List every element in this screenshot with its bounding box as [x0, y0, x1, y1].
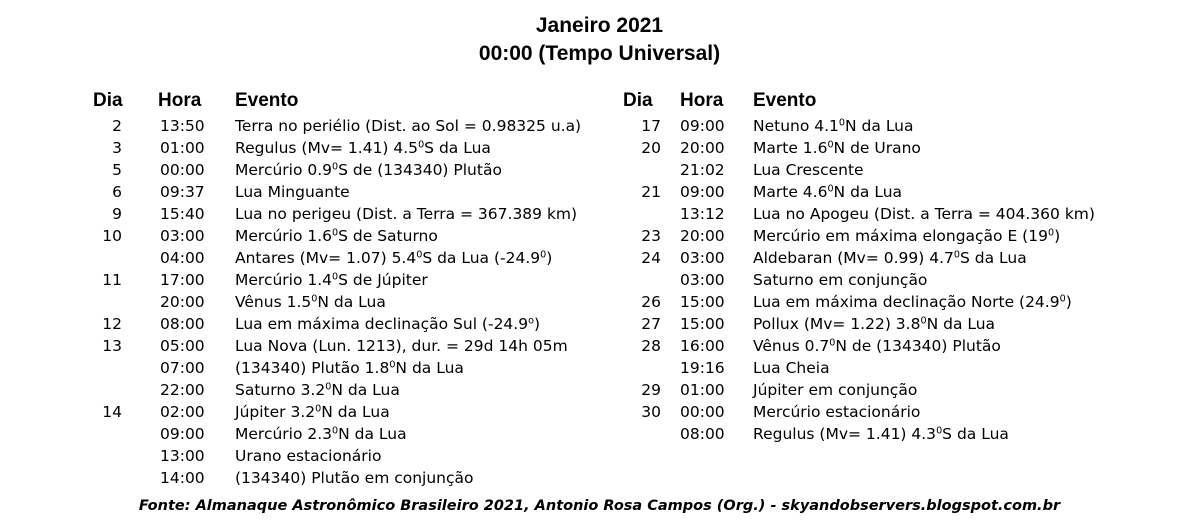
cell-evento: Lua no perigeu (Dist. a Terra = 367.389 km)	[235, 205, 578, 223]
source-footer: Fonte: Almanaque Astronômico Brasileiro 2021, Antonio Rosa Campos (Org.) - skyandobservers.blogspot.com.br	[138, 498, 1061, 514]
cell-hora: 02:00	[160, 403, 205, 421]
table-row	[610, 247, 1199, 269]
cell-evento: Saturno em conjunção	[753, 271, 928, 289]
table-row	[610, 159, 1199, 181]
table-row	[0, 313, 610, 335]
cell-hora: 01:00	[160, 139, 205, 157]
cell-dia: 20	[641, 139, 661, 157]
table-row	[610, 379, 1199, 401]
cell-hora: 20:00	[680, 139, 725, 157]
table-header	[610, 90, 1199, 115]
cell-dia: 2	[112, 117, 122, 135]
table-row	[610, 137, 1199, 159]
table-row	[610, 181, 1199, 203]
cell-hora: 20:00	[680, 227, 725, 245]
cell-evento: Lua Cheia	[753, 359, 830, 377]
cell-hora: 03:00	[160, 227, 205, 245]
cell-hora: 01:00	[680, 381, 725, 399]
table-row	[0, 379, 610, 401]
cell-hora: 15:00	[680, 293, 725, 311]
header-evento: Evento	[235, 90, 299, 111]
cell-evento: Lua no Apogeu (Dist. a Terra = 404.360 km)	[753, 205, 1095, 223]
page-subtitle: 00:00 (Tempo Universal)	[478, 42, 721, 65]
cell-hora: 20:00	[160, 293, 205, 311]
header-hora: Hora	[158, 90, 202, 111]
cell-evento: Urano estacionário	[235, 447, 382, 465]
table-row	[0, 357, 610, 379]
cell-evento: Netuno $4.1^0N$ da Lua	[753, 117, 914, 135]
cell-hora: 17:00	[160, 271, 205, 289]
cell-evento: Mercúrio $1.6^0S$ de Saturno	[235, 227, 438, 245]
table-row	[0, 137, 610, 159]
cell-dia: 28	[641, 337, 661, 355]
table-row	[610, 269, 1199, 291]
cell-evento: Pollux (Mv= 1.22) $3.8^0N$ da Lua	[753, 315, 996, 333]
header-dia: Dia	[623, 90, 653, 111]
cell-evento: Lua Nova (Lun. 1213), dur. = 29d 14h 05m	[235, 337, 568, 355]
cell-evento: Lua em máxima declinação Sul (-24.9$^o$)	[235, 315, 541, 333]
cell-evento: Regulus (Mv= 1.41) $4.5^0S$ da Lua	[235, 139, 491, 157]
table-row	[0, 115, 610, 137]
table-row	[610, 225, 1199, 247]
table-row	[0, 159, 610, 181]
cell-dia: 23	[641, 227, 661, 245]
cell-dia: 10	[102, 227, 122, 245]
cell-evento: Antares (Mv= 1.07) $5.4^0S$ da Lua (-24.9$^0$)	[235, 249, 553, 267]
cell-evento: Saturno $3.2^0N$ da Lua	[235, 381, 400, 399]
cell-evento: (134340) Plutão em conjunção	[235, 469, 474, 487]
cell-dia: 6	[112, 183, 122, 201]
cell-hora: 19:16	[680, 359, 725, 377]
cell-dia: 11	[102, 271, 122, 289]
table-row	[610, 291, 1199, 313]
cell-hora: 09:00	[680, 117, 725, 135]
table-row	[0, 225, 610, 247]
header-dia: Dia	[93, 90, 123, 111]
cell-evento: Lua em máxima declinação Norte (24.9$^0$)	[753, 293, 1072, 311]
table-row	[610, 203, 1199, 225]
cell-hora: 22:00	[160, 381, 205, 399]
cell-hora: 14:00	[160, 469, 205, 487]
cell-evento: Marte $1.6^0N$ de Urano	[753, 139, 921, 157]
table-row	[0, 445, 610, 467]
cell-evento: Lua Minguante	[235, 183, 350, 201]
cell-dia: 24	[641, 249, 661, 267]
cell-evento: Vênus $1.5^0N$ da Lua	[235, 293, 386, 311]
table-header	[0, 90, 610, 115]
table-row	[0, 247, 610, 269]
cell-dia: 29	[641, 381, 661, 399]
cell-evento: Júpiter $3.2^0N$ da Lua	[235, 403, 390, 421]
cell-evento: Terra no periélio (Dist. ao Sol = 0.98325 u.a)	[235, 117, 582, 135]
cell-dia: 12	[102, 315, 122, 333]
table-body-left	[0, 115, 610, 489]
page-title: Janeiro 2021	[535, 14, 664, 37]
cell-hora: 04:00	[160, 249, 205, 267]
cell-dia: 17	[641, 117, 661, 135]
cell-hora: 16:00	[680, 337, 725, 355]
table-row	[610, 423, 1199, 445]
cell-hora: 13:12	[680, 205, 725, 223]
table-row	[610, 335, 1199, 357]
cell-hora: 15:00	[680, 315, 725, 333]
cell-hora: 13:00	[160, 447, 205, 465]
cell-dia: 21	[641, 183, 661, 201]
table-row	[0, 423, 610, 445]
cell-dia: 5	[112, 161, 122, 179]
table-body-right	[610, 115, 1199, 445]
events-table-left	[0, 90, 610, 489]
cell-evento: Marte $4.6^0N$ da Lua	[753, 183, 903, 201]
cell-hora: 03:00	[680, 271, 725, 289]
cell-hora: 05:00	[160, 337, 205, 355]
cell-hora: 03:00	[680, 249, 725, 267]
cell-evento: Mercúrio $1.4^0S$ de Júpiter	[235, 271, 428, 289]
cell-evento: Mercúrio $0.9^0S$ de (134340) Plutão	[235, 161, 502, 179]
table-row	[0, 335, 610, 357]
cell-evento: Regulus (Mv= 1.41) $4.3^0S$ da Lua	[753, 425, 1009, 443]
cell-evento: Aldebaran (Mv= 0.99) $4.7^0S$ da Lua	[753, 249, 1027, 267]
table-row	[610, 313, 1199, 335]
cell-hora: 13:50	[160, 117, 205, 135]
cell-hora: 08:00	[160, 315, 205, 333]
header-hora: Hora	[680, 90, 724, 111]
table-row	[610, 401, 1199, 423]
cell-hora: 00:00	[680, 403, 725, 421]
cell-dia: 26	[641, 293, 661, 311]
cell-evento: Lua Crescente	[753, 161, 864, 179]
cell-hora: 08:00	[680, 425, 725, 443]
table-row	[0, 467, 610, 489]
cell-hora: 07:00	[160, 359, 205, 377]
cell-hora: 09:00	[680, 183, 725, 201]
table-row	[0, 401, 610, 423]
events-table-right	[610, 90, 1199, 445]
cell-hora: 09:37	[160, 183, 205, 201]
cell-hora: 15:40	[160, 205, 205, 223]
cell-hora: 00:00	[160, 161, 205, 179]
table-row	[0, 291, 610, 313]
cell-evento: Vênus $0.7^0N$ de (134340) Plutão	[753, 337, 1001, 355]
cell-dia: 3	[112, 139, 122, 157]
header-evento: Evento	[753, 90, 817, 111]
cell-dia: 14	[102, 403, 122, 421]
cell-hora: 21:02	[680, 161, 725, 179]
table-row	[0, 203, 610, 225]
cell-evento: Mercúrio estacionário	[753, 403, 921, 421]
table-row	[0, 181, 610, 203]
cell-dia: 30	[641, 403, 661, 421]
cell-evento: (134340) Plutão $1.8^0N$ da Lua	[235, 359, 464, 377]
cell-evento: Mercúrio $2.3^0N$ da Lua	[235, 425, 407, 443]
cell-evento: Júpiter em conjunção	[753, 381, 918, 399]
table-row	[610, 357, 1199, 379]
cell-evento: Mercúrio em máxima elongação E $(19^0)$	[753, 227, 1061, 245]
cell-dia: 13	[102, 337, 122, 355]
table-row	[610, 115, 1199, 137]
table-row	[0, 269, 610, 291]
cell-dia: 9	[112, 205, 122, 223]
cell-dia: 27	[641, 315, 661, 333]
cell-hora: 09:00	[160, 425, 205, 443]
